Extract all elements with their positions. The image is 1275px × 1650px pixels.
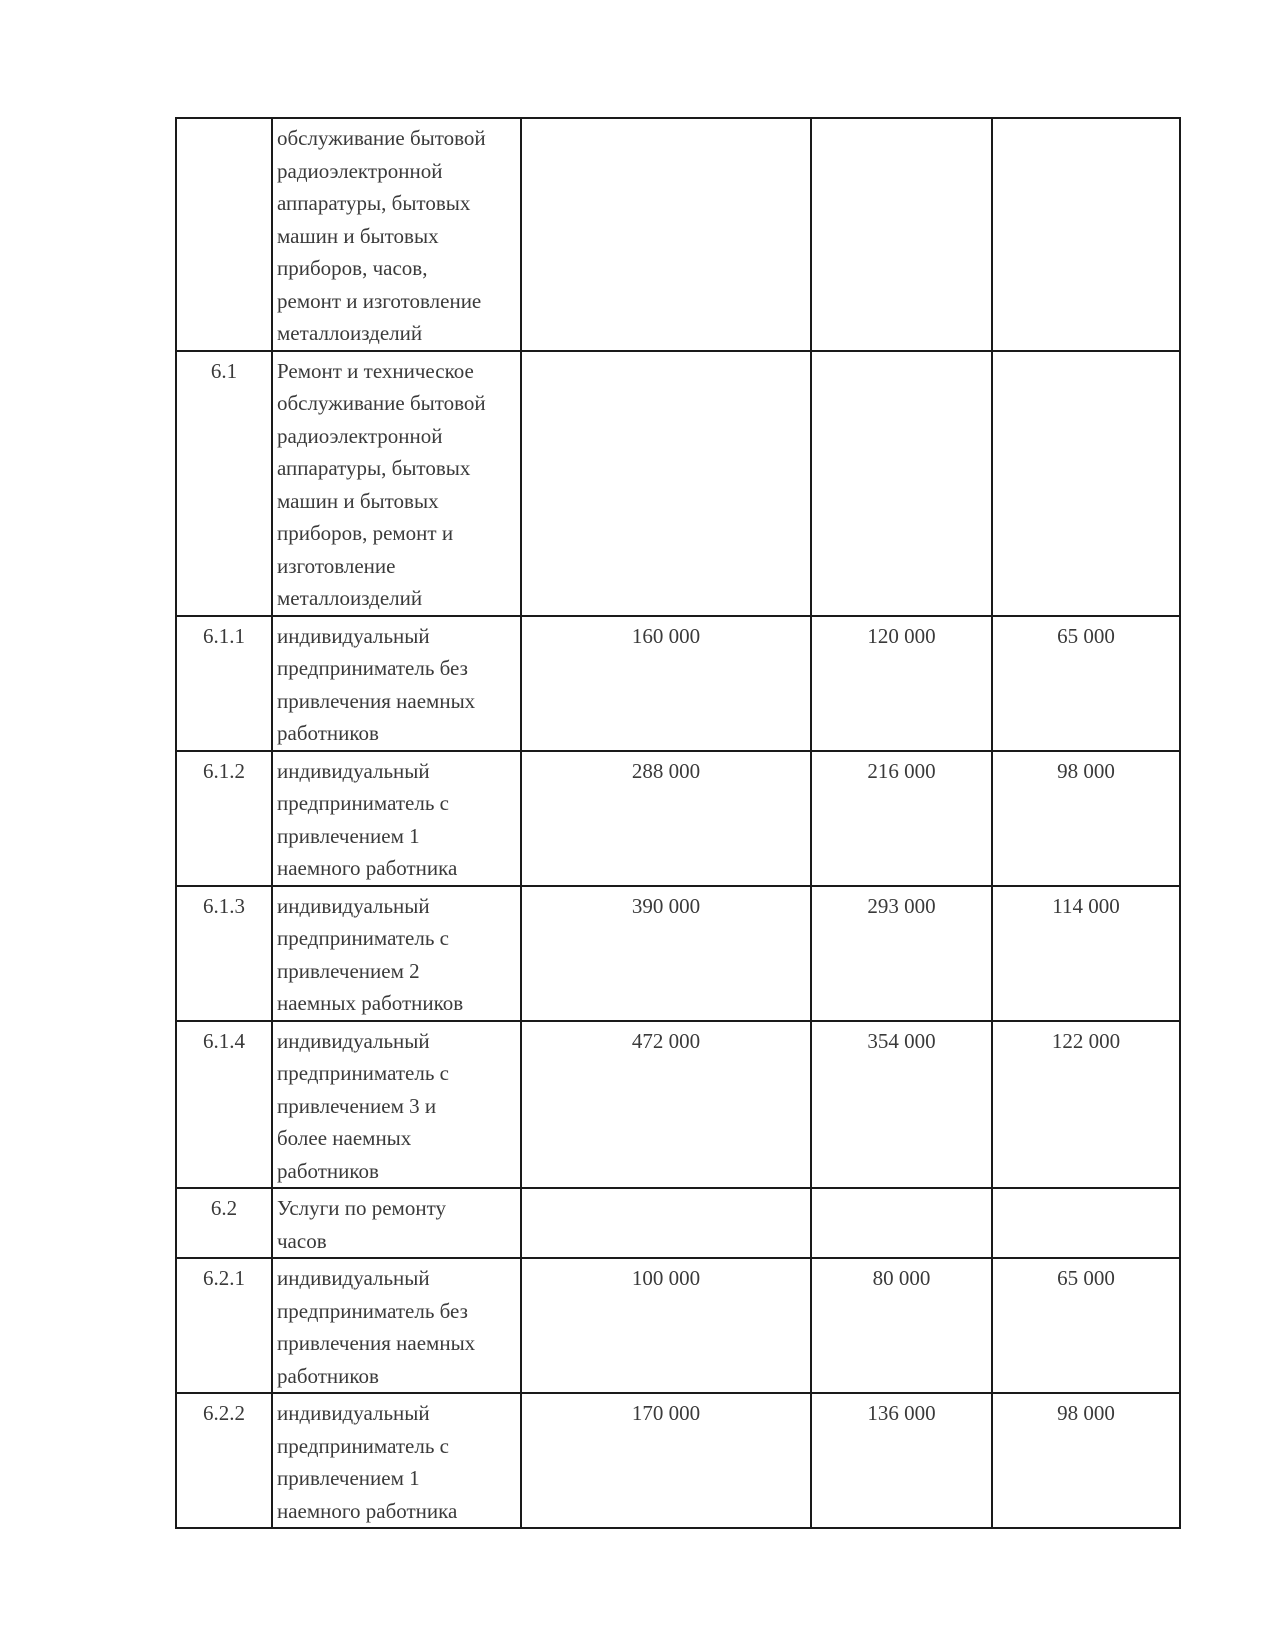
row-number xyxy=(176,118,272,351)
value-cell-1: 160 000 xyxy=(521,616,811,751)
value-cell-1 xyxy=(521,1188,811,1258)
row-number: 6.1.2 xyxy=(176,751,272,886)
value-cell-2 xyxy=(811,1188,992,1258)
value-cell-3 xyxy=(992,118,1180,351)
value-cell-3: 65 000 xyxy=(992,1258,1180,1393)
value-cell-2: 293 000 xyxy=(811,886,992,1021)
table-row xyxy=(176,1393,1180,1528)
row-description-text: индивидуальный предприниматель с привлечением 1 наемного работника xyxy=(277,1401,458,1523)
row-description xyxy=(272,751,521,886)
row-description-text: индивидуальный предприниматель с привлечением 2 наемных работников xyxy=(277,893,464,1015)
table-row xyxy=(176,1188,1180,1258)
row-description-text: индивидуальный предприниматель с привлечением 1 наемного работника xyxy=(277,758,458,880)
value-cell-3: 114 000 xyxy=(992,886,1180,1021)
value-cell-2: 136 000 xyxy=(811,1393,992,1528)
row-number: 6.1.3 xyxy=(176,886,272,1021)
value-cell-3: 98 000 xyxy=(992,751,1180,886)
row-description-text: индивидуальный предприниматель с привлечением 3 и более наемных работников xyxy=(277,1028,449,1183)
row-description-text: индивидуальный предприниматель без привлечения наемных работников xyxy=(277,623,476,745)
value-cell-1: 100 000 xyxy=(521,1258,811,1393)
value-cell-2 xyxy=(811,118,992,351)
tariff-table xyxy=(175,117,1181,1529)
row-description xyxy=(272,1258,521,1393)
row-number: 6.2.1 xyxy=(176,1258,272,1393)
row-description xyxy=(272,616,521,751)
row-description xyxy=(272,1188,521,1258)
row-description xyxy=(272,118,521,351)
row-description-text: Услуги по ремонту часов xyxy=(277,1196,446,1253)
table-row xyxy=(176,616,1180,751)
row-description-text: Ремонт и техническое обслуживание бытовой радиоэлектронной аппаратуры, бытовых машин и бытовых приборов, ремонт и изготовление металлоизделий xyxy=(277,358,486,610)
value-cell-2: 216 000 xyxy=(811,751,992,886)
value-cell-1 xyxy=(521,351,811,616)
table-row xyxy=(176,751,1180,886)
row-number: 6.1.1 xyxy=(176,616,272,751)
row-number: 6.2.2 xyxy=(176,1393,272,1528)
value-cell-3 xyxy=(992,351,1180,616)
value-cell-3: 65 000 xyxy=(992,616,1180,751)
value-cell-1 xyxy=(521,118,811,351)
row-number: 6.2 xyxy=(176,1188,272,1258)
table-row xyxy=(176,351,1180,616)
table-row xyxy=(176,1258,1180,1393)
table-row xyxy=(176,118,1180,351)
value-cell-1: 472 000 xyxy=(521,1021,811,1189)
table-row xyxy=(176,1021,1180,1189)
row-description xyxy=(272,351,521,616)
value-cell-2: 120 000 xyxy=(811,616,992,751)
value-cell-3: 122 000 xyxy=(992,1021,1180,1189)
row-description xyxy=(272,1393,521,1528)
row-description-text: индивидуальный предприниматель без привлечения наемных работников xyxy=(277,1266,476,1388)
value-cell-2: 80 000 xyxy=(811,1258,992,1393)
row-number: 6.1 xyxy=(176,351,272,616)
value-cell-2 xyxy=(811,351,992,616)
row-description xyxy=(272,886,521,1021)
row-number: 6.1.4 xyxy=(176,1021,272,1189)
value-cell-1: 390 000 xyxy=(521,886,811,1021)
row-description-text: обслуживание бытовой радиоэлектронной аппаратуры, бытовых машин и бытовых приборов, часов, ремонт и изготовление металлоизделий xyxy=(277,126,486,345)
value-cell-2: 354 000 xyxy=(811,1021,992,1189)
value-cell-3 xyxy=(992,1188,1180,1258)
value-cell-3: 98 000 xyxy=(992,1393,1180,1528)
value-cell-1: 288 000 xyxy=(521,751,811,886)
row-description xyxy=(272,1021,521,1189)
value-cell-1: 170 000 xyxy=(521,1393,811,1528)
table-row xyxy=(176,886,1180,1021)
